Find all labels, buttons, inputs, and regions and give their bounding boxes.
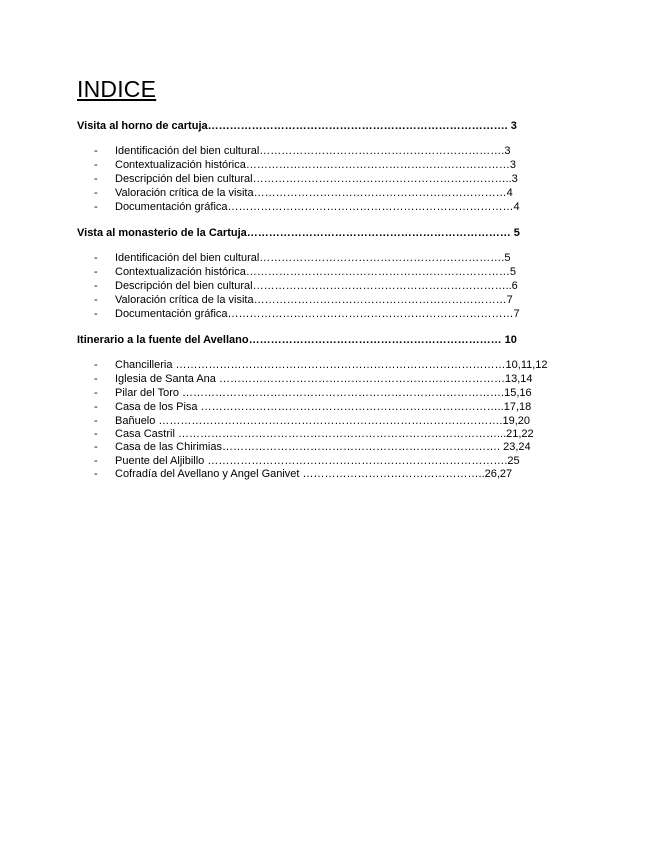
list-bullet: - [94,201,98,213]
toc-entry-text: Casa de los Pisa ………………………………………………………………………..17,18 [115,401,532,413]
list-bullet: - [94,415,98,427]
toc-section-heading: Itinerario a la fuente del Avellano…………………………………………………………… 10 [77,334,517,346]
toc-entry-text: Identificación del bien cultural………………………………………………………….3 [115,145,511,157]
list-bullet: - [94,280,98,292]
toc-entry-text: Valoración crítica de la visita……………………………………………………………7 [115,294,513,306]
list-bullet: - [94,441,98,453]
list-bullet: - [94,173,98,185]
toc-section-heading: Vista al monasterio de la Cartuja……………………………………………………………… 5 [77,227,520,239]
list-bullet: - [94,252,98,264]
list-bullet: - [94,373,98,385]
list-bullet: - [94,387,98,399]
list-bullet: - [94,187,98,199]
toc-entry-text: Descripción del bien cultural……………………………………………………………..3 [115,173,518,185]
toc-entry-text: Contextualización histórica………………………………………………………………5 [115,266,516,278]
toc-entry-text: Valoración crítica de la visita……………………………………………………………4 [115,187,513,199]
list-bullet: - [94,145,98,157]
toc-entry-text: Chancilleria ………………………………………………………………………………10,11,12 [115,359,548,371]
toc-entry-text: Contextualización histórica………………………………………………………………3 [115,159,516,171]
toc-entry-text: Cofradía del Avellano y Angel Ganivet …………………………………………..26,27 [115,468,513,480]
list-bullet: - [94,401,98,413]
toc-entry-text: Bañuelo ………………………………………………………………………………….19,20 [115,415,531,427]
toc-entry-text: Puente del Aljibillo ……………………………………………………………………….25 [115,455,520,467]
list-bullet: - [94,308,98,320]
toc-section-heading: Visita al horno de cartuja………………………………………………………………………. 3 [77,120,517,132]
toc-entry-text: Casa de las Chirimias…………………………………………………………………. 23,24 [115,441,531,453]
toc-entry-text: Descripción del bien cultural……………………………………………………………..6 [115,280,518,292]
page-title: INDICE [77,76,157,102]
list-bullet: - [94,455,98,467]
list-bullet: - [94,468,98,480]
toc-entry-text: Casa Castril ……………………………………………………………………………...21,22 [115,428,534,440]
toc-entry-text: Pilar del Toro …………………………………………………………………………….15,16 [115,387,532,399]
list-bullet: - [94,428,98,440]
list-bullet: - [94,359,98,371]
toc-entry-text: Identificación del bien cultural………………………………………………………….5 [115,252,511,264]
toc-entry-text: Documentación gráfica……………………………………………………………………4 [115,201,520,213]
list-bullet: - [94,266,98,278]
toc-entry-text: Iglesia de Santa Ana ……………………………………………………………………13,14 [115,373,533,385]
list-bullet: - [94,159,98,171]
list-bullet: - [94,294,98,306]
toc-entry-text: Documentación gráfica……………………………………………………………………7 [115,308,520,320]
